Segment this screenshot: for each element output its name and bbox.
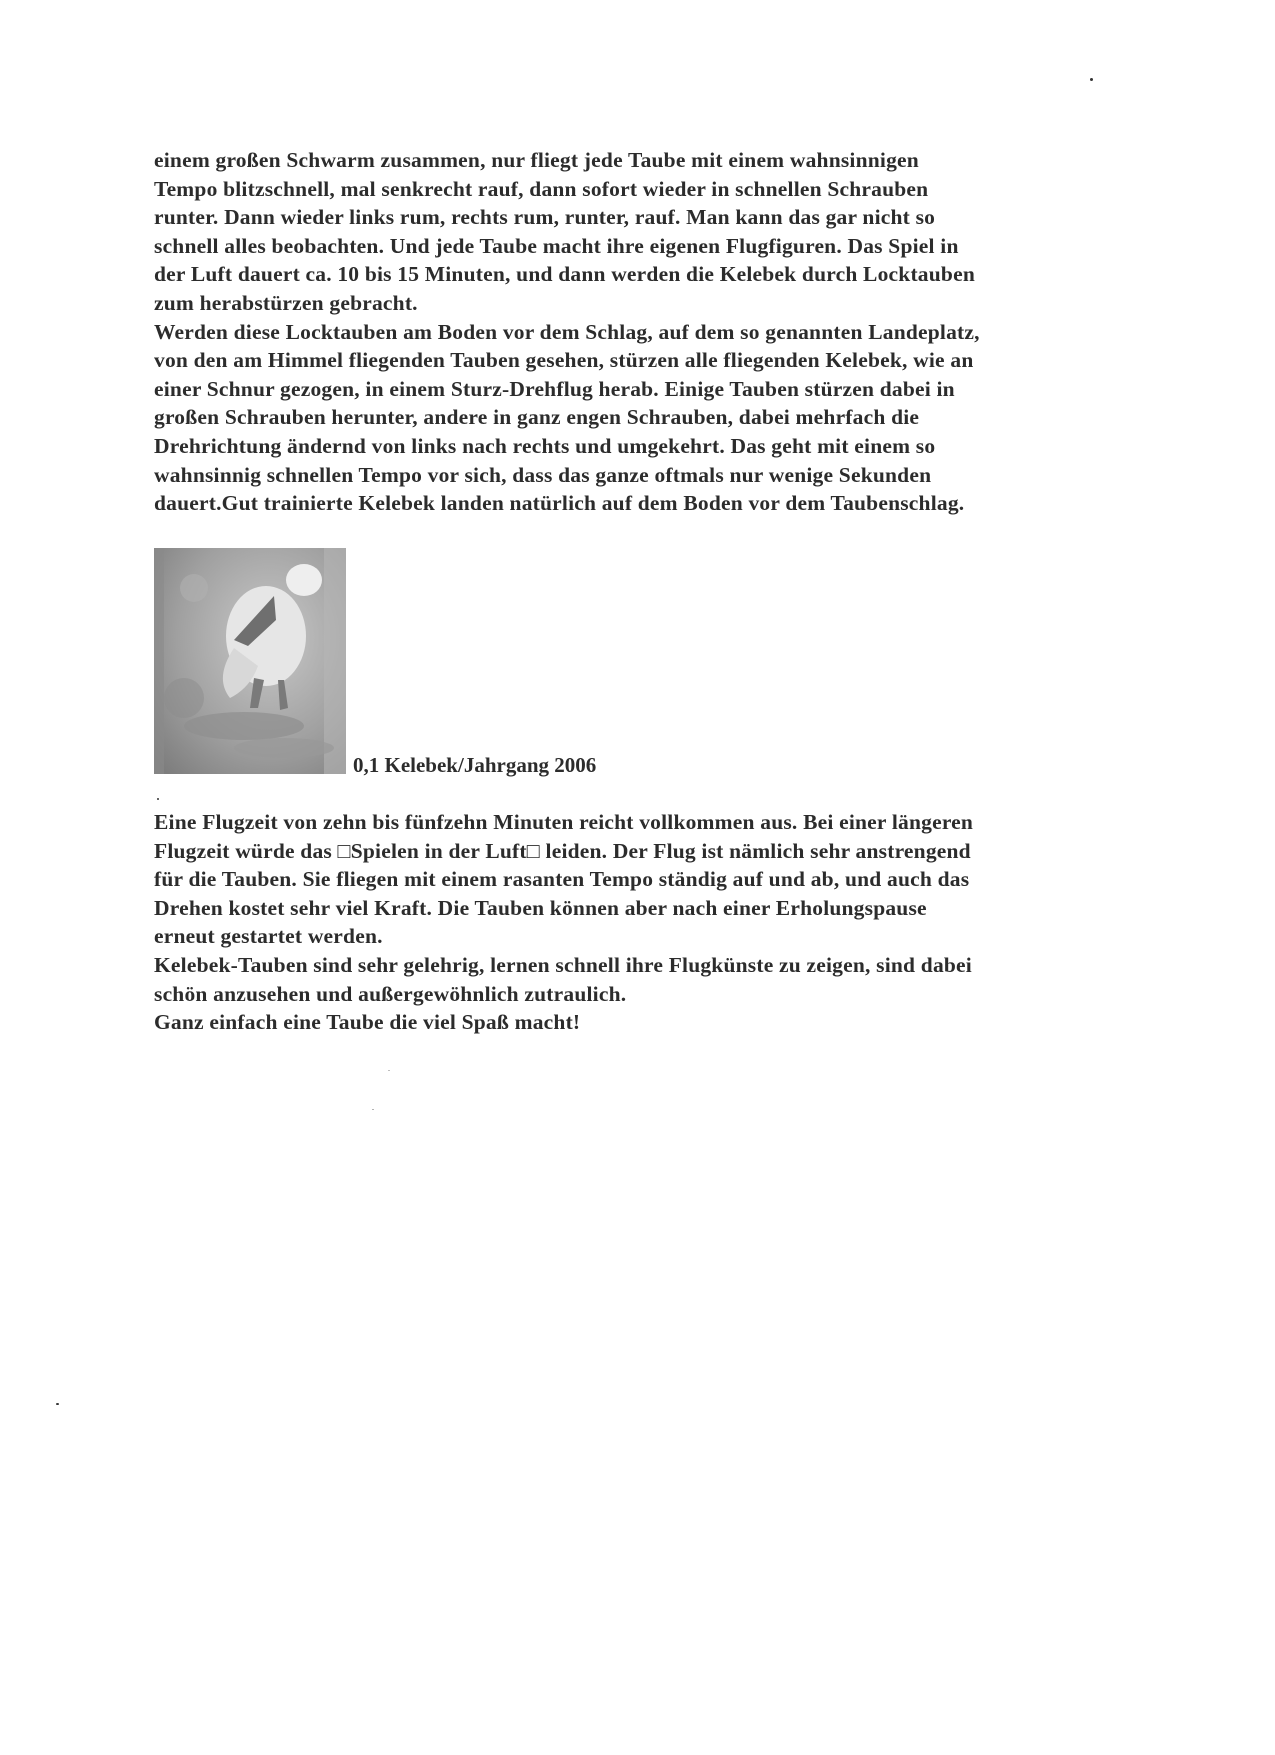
text-line: Werden diese Locktauben am Boden vor dem Schlag, auf dem so genannten Landeplatz, bbox=[154, 319, 980, 344]
photo-caption: 0,1 Kelebek/Jahrgang 2006 bbox=[353, 753, 597, 777]
text-line: Drehen kostet sehr viel Kraft. Die Tauben können aber nach einer Erholungspause bbox=[154, 895, 927, 920]
text-line: Eine Flugzeit von zehn bis fünfzehn Minuten reicht vollkommen aus. Bei einer längeren bbox=[154, 810, 974, 834]
pigeon-photo bbox=[154, 548, 346, 774]
text-line: dauert.Gut trainierte Kelebek landen natürlich auf dem Boden vor dem Taubenschlag. bbox=[154, 491, 965, 516]
text-line: für die Tauben. Sie fliegen mit einem rasanten Tempo ständig auf und ab, und auch das bbox=[154, 867, 970, 892]
text-line: Ganz einfach eine Taube die viel Spaß macht! bbox=[154, 1010, 581, 1035]
text-line: schnell alles beobachten. Und jede Taube macht ihre eigenen Flugfiguren. Das Spiel in bbox=[154, 233, 959, 258]
text-line: von den am Himmel fliegenden Tauben gesehen, stürzen alle fliegenden Kelebek, wie an bbox=[154, 348, 974, 373]
text-line: zum herabstürzen gebracht. bbox=[154, 290, 418, 315]
body-text-top bbox=[154, 146, 1114, 518]
text-line: Tempo blitzschnell, mal senkrecht rauf, dann sofort wieder in schnellen Schrauben bbox=[154, 176, 929, 201]
text-line: Flugzeit würde das □Spielen in der Luft□ leiden. Der Flug ist nämlich sehr anstrengend bbox=[154, 838, 971, 863]
scan-speck bbox=[388, 1070, 390, 1071]
text-line: erneut gestartet werden. bbox=[154, 924, 383, 949]
text-line: wahnsinnig schnellen Tempo vor sich, dass das ganze oftmals nur wenige Sekunden bbox=[154, 462, 932, 487]
text-line: schön anzusehen und außergewöhnlich zutraulich. bbox=[154, 981, 627, 1006]
text-line: Kelebek-Tauben sind sehr gelehrig, lernen schnell ihre Flugkünste zu zeigen, sind dabei bbox=[154, 952, 972, 977]
scan-speck bbox=[1090, 78, 1093, 81]
scan-speck bbox=[372, 1109, 374, 1110]
text-line: runter. Dann wieder links rum, rechts rum, runter, rauf. Man kann das gar nicht so bbox=[154, 205, 936, 230]
text-line: großen Schrauben herunter, andere in ganz engen Schrauben, dabei mehrfach die bbox=[154, 405, 920, 430]
text-line: einem großen Schwarm zusammen, nur fliegt jede Taube mit einem wahnsinnigen bbox=[154, 148, 919, 172]
text-line: Drehrichtung ändernd von links nach rechts und umgekehrt. Das geht mit einem so bbox=[154, 433, 936, 458]
text-line: der Luft dauert ca. 10 bis 15 Minuten, und dann werden die Kelebek durch Locktauben bbox=[154, 262, 975, 287]
body-text-bottom bbox=[154, 808, 1114, 1037]
scan-speck bbox=[56, 1403, 59, 1405]
text-line: einer Schnur gezogen, in einem Sturz-Drehflug herab. Einige Tauben stürzen dabei in bbox=[154, 376, 955, 401]
scan-speck bbox=[157, 798, 159, 800]
